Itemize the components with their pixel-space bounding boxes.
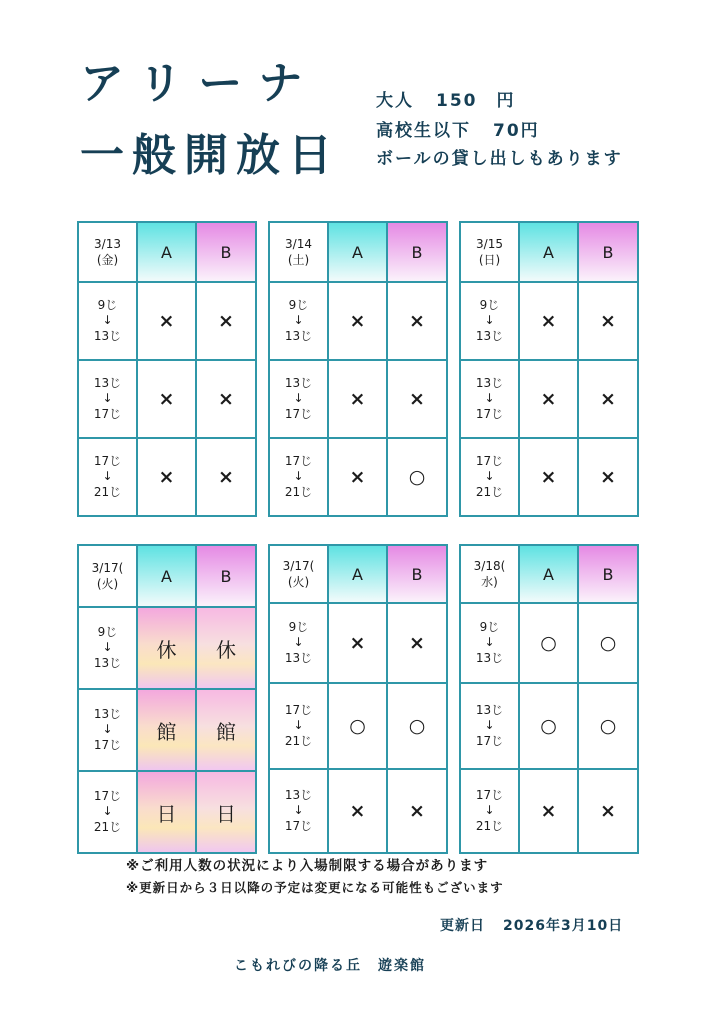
time-from: 13じ bbox=[475, 375, 504, 390]
time-slot bbox=[460, 603, 519, 683]
closed-day-label-b: 館 bbox=[196, 689, 256, 771]
time-from: 17じ bbox=[93, 453, 122, 468]
time-slot bbox=[460, 438, 519, 516]
availability-a: × bbox=[519, 360, 578, 438]
time-arrow: ↓ bbox=[293, 391, 304, 406]
time-arrow: ↓ bbox=[484, 313, 495, 328]
time-arrow: ↓ bbox=[102, 469, 113, 484]
court-a-header: A bbox=[137, 545, 196, 607]
time-arrow: ↓ bbox=[484, 718, 495, 733]
time-arrow: ↓ bbox=[484, 635, 495, 650]
time-slot bbox=[269, 769, 328, 853]
price-adult bbox=[376, 86, 516, 111]
time-to: 21じ bbox=[475, 818, 504, 833]
availability-b: × bbox=[578, 438, 638, 516]
availability-a: ○ bbox=[519, 683, 578, 769]
time-slot bbox=[460, 683, 519, 769]
price-student-label: 高校生以下 bbox=[376, 121, 471, 141]
updated-value: 2026年3月10日 bbox=[503, 918, 624, 934]
note-schedule-change: ※更新日から３日以降の予定は変更になる可能性もございます bbox=[126, 880, 504, 895]
time-slot bbox=[269, 438, 328, 516]
time-slot bbox=[78, 282, 137, 360]
time-from: 13じ bbox=[284, 375, 313, 390]
time-from: 17じ bbox=[475, 453, 504, 468]
availability-b: × bbox=[196, 360, 256, 438]
day-label: 水) bbox=[481, 575, 498, 589]
price-student-value: 70円 bbox=[493, 121, 540, 141]
time-from: 13じ bbox=[93, 375, 122, 390]
time-to: 17じ bbox=[93, 406, 122, 421]
time-arrow: ↓ bbox=[102, 391, 113, 406]
time-slot bbox=[78, 360, 137, 438]
time-slot bbox=[78, 771, 137, 853]
court-b-header: B bbox=[578, 222, 638, 282]
schedule-table-0313 bbox=[77, 221, 257, 517]
time-from: 17じ bbox=[284, 702, 313, 717]
time-arrow: ↓ bbox=[293, 718, 304, 733]
time-to: 17じ bbox=[93, 737, 122, 752]
availability-b: × bbox=[578, 769, 638, 853]
time-arrow: ↓ bbox=[102, 804, 113, 819]
time-slot bbox=[269, 683, 328, 769]
time-slot bbox=[460, 769, 519, 853]
price-adult-label: 大人 bbox=[376, 91, 414, 111]
availability-b: ○ bbox=[578, 603, 638, 683]
time-to: 17じ bbox=[284, 818, 313, 833]
date-label: 3/15 bbox=[476, 236, 503, 251]
day-label: (金) bbox=[96, 253, 119, 267]
availability-a: × bbox=[137, 282, 196, 360]
availability-a: × bbox=[519, 282, 578, 360]
note-entry-limit: ※ご利用人数の状況により入場制限する場合があります bbox=[126, 858, 489, 874]
date-label: 3/17( bbox=[91, 560, 124, 575]
time-to: 13じ bbox=[93, 655, 122, 670]
time-to: 13じ bbox=[475, 328, 504, 343]
availability-b: × bbox=[387, 282, 447, 360]
availability-a: × bbox=[328, 769, 387, 853]
time-slot bbox=[269, 282, 328, 360]
day-label: (土) bbox=[287, 253, 310, 267]
time-slot bbox=[460, 360, 519, 438]
price-adult-value: 150 円 bbox=[436, 91, 516, 111]
time-slot bbox=[78, 438, 137, 516]
time-from: 17じ bbox=[284, 453, 313, 468]
court-a-header: A bbox=[519, 545, 578, 603]
time-arrow: ↓ bbox=[293, 469, 304, 484]
availability-a: × bbox=[137, 438, 196, 516]
court-b-header: B bbox=[387, 545, 447, 603]
time-arrow: ↓ bbox=[484, 469, 495, 484]
time-to: 21じ bbox=[284, 484, 313, 499]
court-b-header: B bbox=[196, 222, 256, 282]
court-b-header: B bbox=[387, 222, 447, 282]
time-arrow: ↓ bbox=[293, 635, 304, 650]
day-label: (日) bbox=[478, 253, 501, 267]
time-arrow: ↓ bbox=[102, 722, 113, 737]
closed-day-label-b: 日 bbox=[196, 771, 256, 853]
page-title-line1: アリーナ bbox=[80, 58, 319, 109]
court-b-header: B bbox=[196, 545, 256, 607]
court-a-header: A bbox=[328, 545, 387, 603]
availability-a: × bbox=[328, 282, 387, 360]
availability-b: × bbox=[196, 282, 256, 360]
time-to: 17じ bbox=[475, 406, 504, 421]
day-label: (火) bbox=[96, 577, 119, 591]
time-from: 9じ bbox=[97, 624, 118, 639]
availability-b: ○ bbox=[387, 683, 447, 769]
schedule-table-0317-closed bbox=[77, 544, 257, 854]
page-title-line2: 一般開放日 bbox=[80, 130, 340, 181]
availability-a: ○ bbox=[519, 603, 578, 683]
time-to: 21じ bbox=[475, 484, 504, 499]
schedule-table-0318 bbox=[459, 544, 639, 854]
closed-day-label-b: 休 bbox=[196, 607, 256, 689]
date-label: 3/17( bbox=[282, 558, 315, 573]
availability-a: × bbox=[328, 603, 387, 683]
availability-a: × bbox=[328, 360, 387, 438]
schedule-table-0314 bbox=[268, 221, 448, 517]
date-cell bbox=[460, 545, 519, 603]
closed-day-label-a: 館 bbox=[137, 689, 196, 771]
day-label: (火) bbox=[287, 575, 310, 589]
availability-b: × bbox=[387, 769, 447, 853]
time-from: 17じ bbox=[475, 787, 504, 802]
availability-a: ○ bbox=[328, 683, 387, 769]
availability-b: × bbox=[578, 360, 638, 438]
time-to: 21じ bbox=[284, 733, 313, 748]
date-label: 3/13 bbox=[94, 236, 121, 251]
facility-name: こもれびの降る丘 遊楽館 bbox=[234, 958, 426, 974]
availability-a: × bbox=[519, 769, 578, 853]
availability-b: × bbox=[387, 360, 447, 438]
time-arrow: ↓ bbox=[102, 640, 113, 655]
time-to: 17じ bbox=[284, 406, 313, 421]
time-to: 13じ bbox=[475, 650, 504, 665]
updated-label: 更新日 bbox=[440, 918, 485, 934]
schedule-table-0315 bbox=[459, 221, 639, 517]
time-from: 13じ bbox=[475, 702, 504, 717]
time-arrow: ↓ bbox=[293, 803, 304, 818]
availability-b: ○ bbox=[387, 438, 447, 516]
availability-a: × bbox=[519, 438, 578, 516]
time-slot bbox=[460, 282, 519, 360]
time-slot bbox=[269, 603, 328, 683]
date-cell bbox=[269, 222, 328, 282]
closed-day-label-a: 休 bbox=[137, 607, 196, 689]
time-from: 9じ bbox=[288, 297, 309, 312]
ball-rental-note: ボールの貸し出しもあります bbox=[376, 149, 623, 169]
court-a-header: A bbox=[137, 222, 196, 282]
court-b-header: B bbox=[578, 545, 638, 603]
availability-b: × bbox=[387, 603, 447, 683]
date-cell bbox=[460, 222, 519, 282]
schedule-table-0317 bbox=[268, 544, 448, 854]
date-cell bbox=[269, 545, 328, 603]
time-to: 13じ bbox=[93, 328, 122, 343]
date-cell bbox=[78, 545, 137, 607]
time-to: 13じ bbox=[284, 328, 313, 343]
time-from: 9じ bbox=[288, 619, 309, 634]
time-arrow: ↓ bbox=[293, 313, 304, 328]
time-from: 13じ bbox=[93, 706, 122, 721]
time-to: 17じ bbox=[475, 733, 504, 748]
availability-b: ○ bbox=[578, 683, 638, 769]
date-cell bbox=[78, 222, 137, 282]
date-label: 3/18( bbox=[473, 558, 506, 573]
availability-b: × bbox=[578, 282, 638, 360]
time-slot bbox=[78, 607, 137, 689]
availability-b: × bbox=[196, 438, 256, 516]
time-to: 21じ bbox=[93, 819, 122, 834]
closed-day-label-a: 日 bbox=[137, 771, 196, 853]
court-a-header: A bbox=[519, 222, 578, 282]
time-from: 9じ bbox=[479, 297, 500, 312]
availability-a: × bbox=[137, 360, 196, 438]
price-student bbox=[376, 116, 540, 141]
time-from: 13じ bbox=[284, 787, 313, 802]
court-a-header: A bbox=[328, 222, 387, 282]
time-slot bbox=[269, 360, 328, 438]
time-to: 21じ bbox=[93, 484, 122, 499]
time-from: 17じ bbox=[93, 788, 122, 803]
date-label: 3/14 bbox=[285, 236, 312, 251]
time-arrow: ↓ bbox=[484, 391, 495, 406]
time-slot bbox=[78, 689, 137, 771]
time-from: 9じ bbox=[479, 619, 500, 634]
availability-a: × bbox=[328, 438, 387, 516]
time-from: 9じ bbox=[97, 297, 118, 312]
time-arrow: ↓ bbox=[484, 803, 495, 818]
time-to: 13じ bbox=[284, 650, 313, 665]
updated-date bbox=[440, 915, 623, 935]
time-arrow: ↓ bbox=[102, 313, 113, 328]
